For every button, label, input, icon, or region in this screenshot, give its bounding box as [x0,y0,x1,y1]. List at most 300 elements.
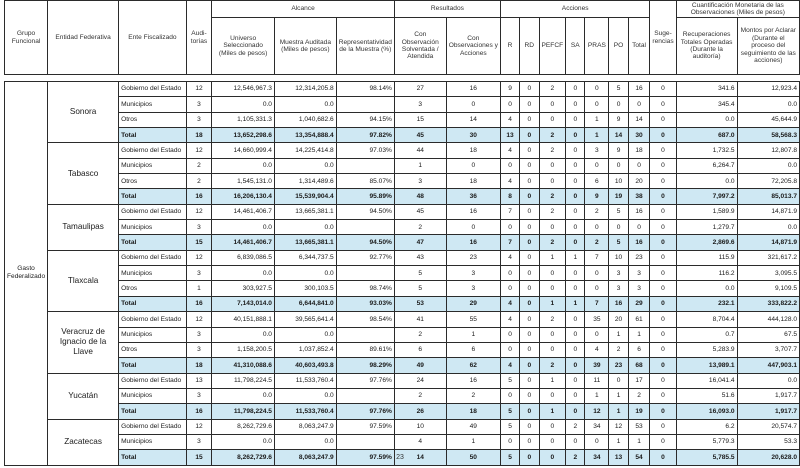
table-cell: 7 [585,296,609,311]
table-cell: 13,665,381.1 [274,235,336,250]
table-row [5,373,800,388]
table-cell: 6 [628,342,650,357]
table-cell: 0 [585,266,609,281]
ente-fiscalizado-cell: Municipios [119,434,187,449]
table-cell: 0 [650,143,676,158]
table-cell: 0.0 [212,434,275,449]
ente-fiscalizado-cell: Otros [119,174,187,189]
table-cell: 14,660,999.4 [212,143,275,158]
table-cell: 0 [520,158,539,173]
table-cell: 1 [628,327,650,342]
table-cell: 4 [500,174,519,189]
table-cell: 0 [500,266,519,281]
table-cell: 5 [609,82,628,97]
table-cell: 98.54% [336,312,394,327]
table-cell: 16 [628,235,650,250]
table-total-row [5,296,800,311]
table-row [5,158,800,173]
table-cell: 2 [186,158,212,173]
table-cell: 0.0 [274,327,336,342]
table-cell: 1 [585,388,609,403]
table-cell: 2 [539,189,566,204]
table-cell: 3 [628,266,650,281]
table-cell: 11,798,224.5 [212,373,275,388]
ente-fiscalizado-cell: Gobierno del Estado [119,204,187,219]
table-cell: 5 [394,281,446,296]
entidad-federativa-cell: Tlaxcala [48,250,119,311]
table-cell: 0 [566,158,585,173]
table-cell: 94.50% [336,235,394,250]
table-cell: 2 [394,220,446,235]
table-cell: 0 [650,158,676,173]
table-cell: 9 [500,82,519,97]
table-cell: 1 [566,296,585,311]
table-cell: 2 [539,358,566,373]
table-cell: 97.59% [336,450,394,465]
table-cell: 0 [520,388,539,403]
header-grupo-funcional: Grupo Funcional [5,1,48,75]
table-cell: 2 [566,419,585,434]
table-cell: 0 [539,266,566,281]
table-cell: 1,917.7 [737,404,799,419]
header-resultados: Resultados [394,1,500,18]
table-cell: 1 [539,373,566,388]
table-cell: 7 [585,250,609,265]
table-cell: 14 [394,450,446,465]
table-total-row [5,358,800,373]
table-cell: 48 [394,189,446,204]
table-cell: 97.59% [336,419,394,434]
table-cell: 0 [650,327,676,342]
table-cell: 0 [650,450,676,465]
table-cell: 0 [520,204,539,219]
table-cell: 0 [566,434,585,449]
table-cell: 1,037,852.4 [274,342,336,357]
table-cell: 94.15% [336,112,394,127]
table-cell: 92.77% [336,250,394,265]
table-row [5,250,800,265]
table-body [5,82,800,466]
header-r: R [500,18,519,75]
table-cell: 0 [566,266,585,281]
table-cell: 41,310,088.6 [212,358,275,373]
table-cell: 0 [650,174,676,189]
table-cell: 18 [628,143,650,158]
table-header [5,1,800,82]
table-cell: 8,262,729.6 [212,419,275,434]
table-cell: 0 [566,281,585,296]
table-cell: 53.3 [737,434,799,449]
table-cell: 4 [500,358,519,373]
table-cell: 10 [394,419,446,434]
table-cell: 0 [520,189,539,204]
table-cell: 95.89% [336,189,394,204]
table-cell: 5 [500,450,519,465]
table-cell: 4 [394,434,446,449]
ente-fiscalizado-cell: Total [119,358,187,373]
ente-fiscalizado-cell: Municipios [119,327,187,342]
table-cell: 14 [628,112,650,127]
table-cell: 3 [609,266,628,281]
table-cell: 5,283.9 [676,342,737,357]
table-cell [336,97,394,112]
ente-fiscalizado-cell: Gobierno del Estado [119,419,187,434]
table-cell: 18 [446,174,500,189]
table-cell: 333,822.2 [737,296,799,311]
table-cell: 0 [628,158,650,173]
entidad-federativa-cell: Tamaulipas [48,204,119,250]
table-cell: 3,707.7 [737,342,799,357]
table-cell: 44 [394,143,446,158]
header-total: Total [628,18,650,75]
table-cell: 50 [446,450,500,465]
table-cell: 4 [500,312,519,327]
ente-fiscalizado-cell: Otros [119,112,187,127]
table-cell: 0 [520,358,539,373]
ente-fiscalizado-cell: Gobierno del Estado [119,82,187,97]
table-cell: 94.50% [336,204,394,219]
table-cell: 0 [650,281,676,296]
table-cell: 1 [585,112,609,127]
table-cell: 8,262,729.6 [212,450,275,465]
table-cell: 16 [628,82,650,97]
table-cell: 0 [500,327,519,342]
table-cell: 1 [539,404,566,419]
header-universo: Universo Seleccionado (Miles de pesos) [212,18,275,75]
header-entidad-federativa: Entidad Federativa [48,1,119,75]
ente-fiscalizado-cell: Otros [119,281,187,296]
table-cell: 345.4 [676,97,737,112]
table-cell: 0 [609,220,628,235]
table-row [5,204,800,219]
ente-fiscalizado-cell: Total [119,296,187,311]
table-cell: 0 [520,128,539,143]
table-cell: 5 [609,235,628,250]
table-cell: 13,989.1 [676,358,737,373]
header-spacer [5,75,800,82]
table-cell: 16 [186,404,212,419]
table-cell: 0 [566,97,585,112]
table-cell: 3 [186,388,212,403]
header-montos-por-aclarar: Montos por Aclarar (Durante el proceso del seguimiento de las acciones) [737,18,799,75]
table-cell: 0.0 [212,97,275,112]
table-cell: 3 [446,266,500,281]
table-cell: 1,589.9 [676,204,737,219]
table-cell: 15 [394,112,446,127]
header-acciones: Acciones [500,1,649,18]
table-cell: 0 [520,250,539,265]
table-cell: 0.0 [274,266,336,281]
table-cell: 8,063,247.9 [274,419,336,434]
table-cell: 40,151,888.1 [212,312,275,327]
table-cell: 0 [500,281,519,296]
table-cell: 0 [520,312,539,327]
table-cell: 2 [628,388,650,403]
table-cell: 2 [539,82,566,97]
header-recuperaciones: Recuperaciones Totales Operadas (Durante la auditoría) [676,18,737,75]
table-cell: 19 [628,404,650,419]
table-cell: 13 [500,128,519,143]
table-cell: 20 [628,174,650,189]
header-representatividad: Representatividad de la Muestra (%) [336,18,394,75]
table-cell: 0 [520,373,539,388]
table-cell: 2 [394,327,446,342]
table-cell: 447,903.1 [737,358,799,373]
table-cell: 0 [520,342,539,357]
table-cell: 18 [186,358,212,373]
table-cell: 3 [446,281,500,296]
table-cell: 23 [609,358,628,373]
table-cell: 14,225,414.8 [274,143,336,158]
table-cell: 1 [539,250,566,265]
table-cell: 1 [566,250,585,265]
page-number: 23 [396,454,404,461]
entidad-federativa-cell: Yucatán [48,373,119,419]
table-cell: 1,917.7 [737,388,799,403]
table-cell [336,434,394,449]
table-cell: 0 [585,220,609,235]
table-cell: 3,095.5 [737,266,799,281]
table-row [5,327,800,342]
table-cell: 0 [609,373,628,388]
table-cell: 2 [394,388,446,403]
ente-fiscalizado-cell: Otros [119,342,187,357]
table-cell: 3 [186,97,212,112]
table-cell: 1 [446,434,500,449]
table-cell: 5,779.3 [676,434,737,449]
ente-fiscalizado-cell: Gobierno del Estado [119,312,187,327]
table-cell: 0.0 [737,373,799,388]
table-cell: 0 [539,281,566,296]
ente-fiscalizado-cell: Gobierno del Estado [119,143,187,158]
ente-fiscalizado-cell: Gobierno del Estado [119,373,187,388]
table-cell: 0 [609,158,628,173]
table-cell: 7 [500,204,519,219]
header-cuantificacion: Cuantificación Monetaria de las Observaciones (Miles de pesos) [676,1,799,18]
table-cell: 12 [585,404,609,419]
table-cell: 8 [500,189,519,204]
table-cell [336,327,394,342]
table-cell: 0 [539,174,566,189]
table-cell: 0.0 [737,158,799,173]
table-cell: 17 [628,373,650,388]
table-cell: 0 [650,434,676,449]
table-cell: 0 [500,342,519,357]
table-row [5,112,800,127]
table-cell: 0 [650,97,676,112]
table-cell: 6,264.7 [676,158,737,173]
table-cell: 13,652,298.6 [212,128,275,143]
table-cell [336,158,394,173]
table-cell: 13 [609,450,628,465]
table-cell: 0 [650,204,676,219]
table-cell: 45,644.9 [737,112,799,127]
table-cell: 67.5 [737,327,799,342]
table-total-row [5,235,800,250]
table-cell: 98.29% [336,358,394,373]
grupo-funcional-cell: Gasto Federalizado [5,82,48,466]
table-cell: 5 [394,266,446,281]
table-total-row [5,128,800,143]
table-cell: 2 [539,235,566,250]
table-cell: 2 [566,450,585,465]
table-cell: 6.2 [676,419,737,434]
table-cell: 13 [186,373,212,388]
table-cell: 8,704.4 [676,312,737,327]
table-cell: 0 [650,419,676,434]
table-cell: 0 [539,419,566,434]
table-cell: 11,798,224.5 [212,404,275,419]
table-cell: 11,533,760.4 [274,373,336,388]
table-cell: 9 [585,189,609,204]
ente-fiscalizado-cell: Total [119,128,187,143]
table-cell: 47 [394,235,446,250]
table-cell: 6,344,737.5 [274,250,336,265]
table-cell: 0 [585,281,609,296]
table-cell: 0 [650,388,676,403]
table-cell: 0.0 [274,388,336,403]
table-cell: 0 [650,266,676,281]
table-cell: 11 [585,373,609,388]
table-cell: 2 [539,204,566,219]
audit-results-table-page [4,0,800,466]
table-cell: 0 [609,97,628,112]
table-cell: 30 [446,128,500,143]
table-cell: 1,732.5 [676,143,737,158]
table-cell: 0 [650,296,676,311]
table-cell: 14 [609,128,628,143]
table-cell: 0 [520,235,539,250]
table-cell: 0.0 [676,281,737,296]
table-cell: 115.9 [676,250,737,265]
table-cell: 3 [186,327,212,342]
table-cell: 12 [609,419,628,434]
table-cell: 6,839,086.5 [212,250,275,265]
table-cell: 0.0 [737,97,799,112]
table-cell: 3 [186,112,212,127]
table-cell: 0.0 [212,327,275,342]
header-ente-fiscalizado: Ente Fiscalizado [119,1,187,75]
table-cell: 20,628.0 [737,450,799,465]
table-cell: 6 [394,342,446,357]
header-sa: SA [566,18,585,75]
header-con-observaciones-acciones: Con Observaciones y Acciones [446,18,500,75]
table-cell: 14 [446,112,500,127]
header-pras: PRAS [585,18,609,75]
table-cell: 43 [394,250,446,265]
table-cell: 93.03% [336,296,394,311]
table-cell: 16 [446,235,500,250]
table-cell: 0.0 [676,112,737,127]
table-cell: 3 [186,220,212,235]
table-cell: 2 [186,174,212,189]
header-sugerencias: Suge-rencias [650,1,676,75]
table-cell: 5 [500,373,519,388]
table-cell: 0.0 [274,434,336,449]
table-cell: 16 [446,82,500,97]
table-cell: 98.14% [336,82,394,97]
table-cell: 34 [585,450,609,465]
table-cell: 1 [394,158,446,173]
table-cell: 0 [585,97,609,112]
table-cell: 1 [609,434,628,449]
table-cell: 0 [539,388,566,403]
ente-fiscalizado-cell: Municipios [119,266,187,281]
table-cell: 5 [500,404,519,419]
table-cell: 27 [394,82,446,97]
header-con-observacion-solventada: Con Observación Solventada / Atendida [394,18,446,75]
table-cell: 0 [520,281,539,296]
table-cell: 1 [585,128,609,143]
table-cell: 12 [186,250,212,265]
table-cell: 12 [186,82,212,97]
table-cell: 0 [446,158,500,173]
table-cell: 0 [585,434,609,449]
table-cell: 14,461,406.7 [212,235,275,250]
table-cell: 10 [609,174,628,189]
table-cell: 16 [186,189,212,204]
table-cell: 5 [609,204,628,219]
table-cell: 0 [566,373,585,388]
table-cell: 54 [628,450,650,465]
table-cell: 4 [585,342,609,357]
table-cell: 29 [628,296,650,311]
table-cell: 53 [628,419,650,434]
table-cell: 19 [609,189,628,204]
table-cell: 0 [585,327,609,342]
table-cell: 0 [650,82,676,97]
table-cell: 0 [566,174,585,189]
table-cell [336,266,394,281]
table-cell: 36 [446,189,500,204]
table-cell: 12 [186,312,212,327]
header-pefcf: PEFCF [539,18,566,75]
table-cell: 0 [520,450,539,465]
table-row [5,342,800,357]
table-row [5,97,800,112]
table-cell: 0 [628,97,650,112]
table-cell: 68 [628,358,650,373]
table-cell: 0 [520,296,539,311]
table-cell: 0 [566,220,585,235]
table-row [5,281,800,296]
table-cell: 0.0 [676,174,737,189]
table-cell: 0 [566,189,585,204]
table-cell: 3 [394,174,446,189]
table-cell: 5 [500,419,519,434]
ente-fiscalizado-cell: Total [119,189,187,204]
ente-fiscalizado-cell: Total [119,404,187,419]
table-cell: 6 [446,342,500,357]
table-cell: 97.82% [336,128,394,143]
table-cell: 45 [394,128,446,143]
table-row [5,388,800,403]
table-cell: 0 [566,342,585,357]
table-cell: 0 [539,342,566,357]
table-cell: 1 [609,388,628,403]
table-cell: 18 [446,404,500,419]
ente-fiscalizado-cell: Municipios [119,388,187,403]
table-cell: 232.1 [676,296,737,311]
table-cell: 0 [566,327,585,342]
header-alcance: Alcance [212,1,395,18]
table-cell: 2 [539,312,566,327]
table-cell: 20 [609,312,628,327]
table-cell: 0 [650,220,676,235]
table-cell: 14,461,406.7 [212,204,275,219]
table-row [5,143,800,158]
table-cell: 3 [186,342,212,357]
